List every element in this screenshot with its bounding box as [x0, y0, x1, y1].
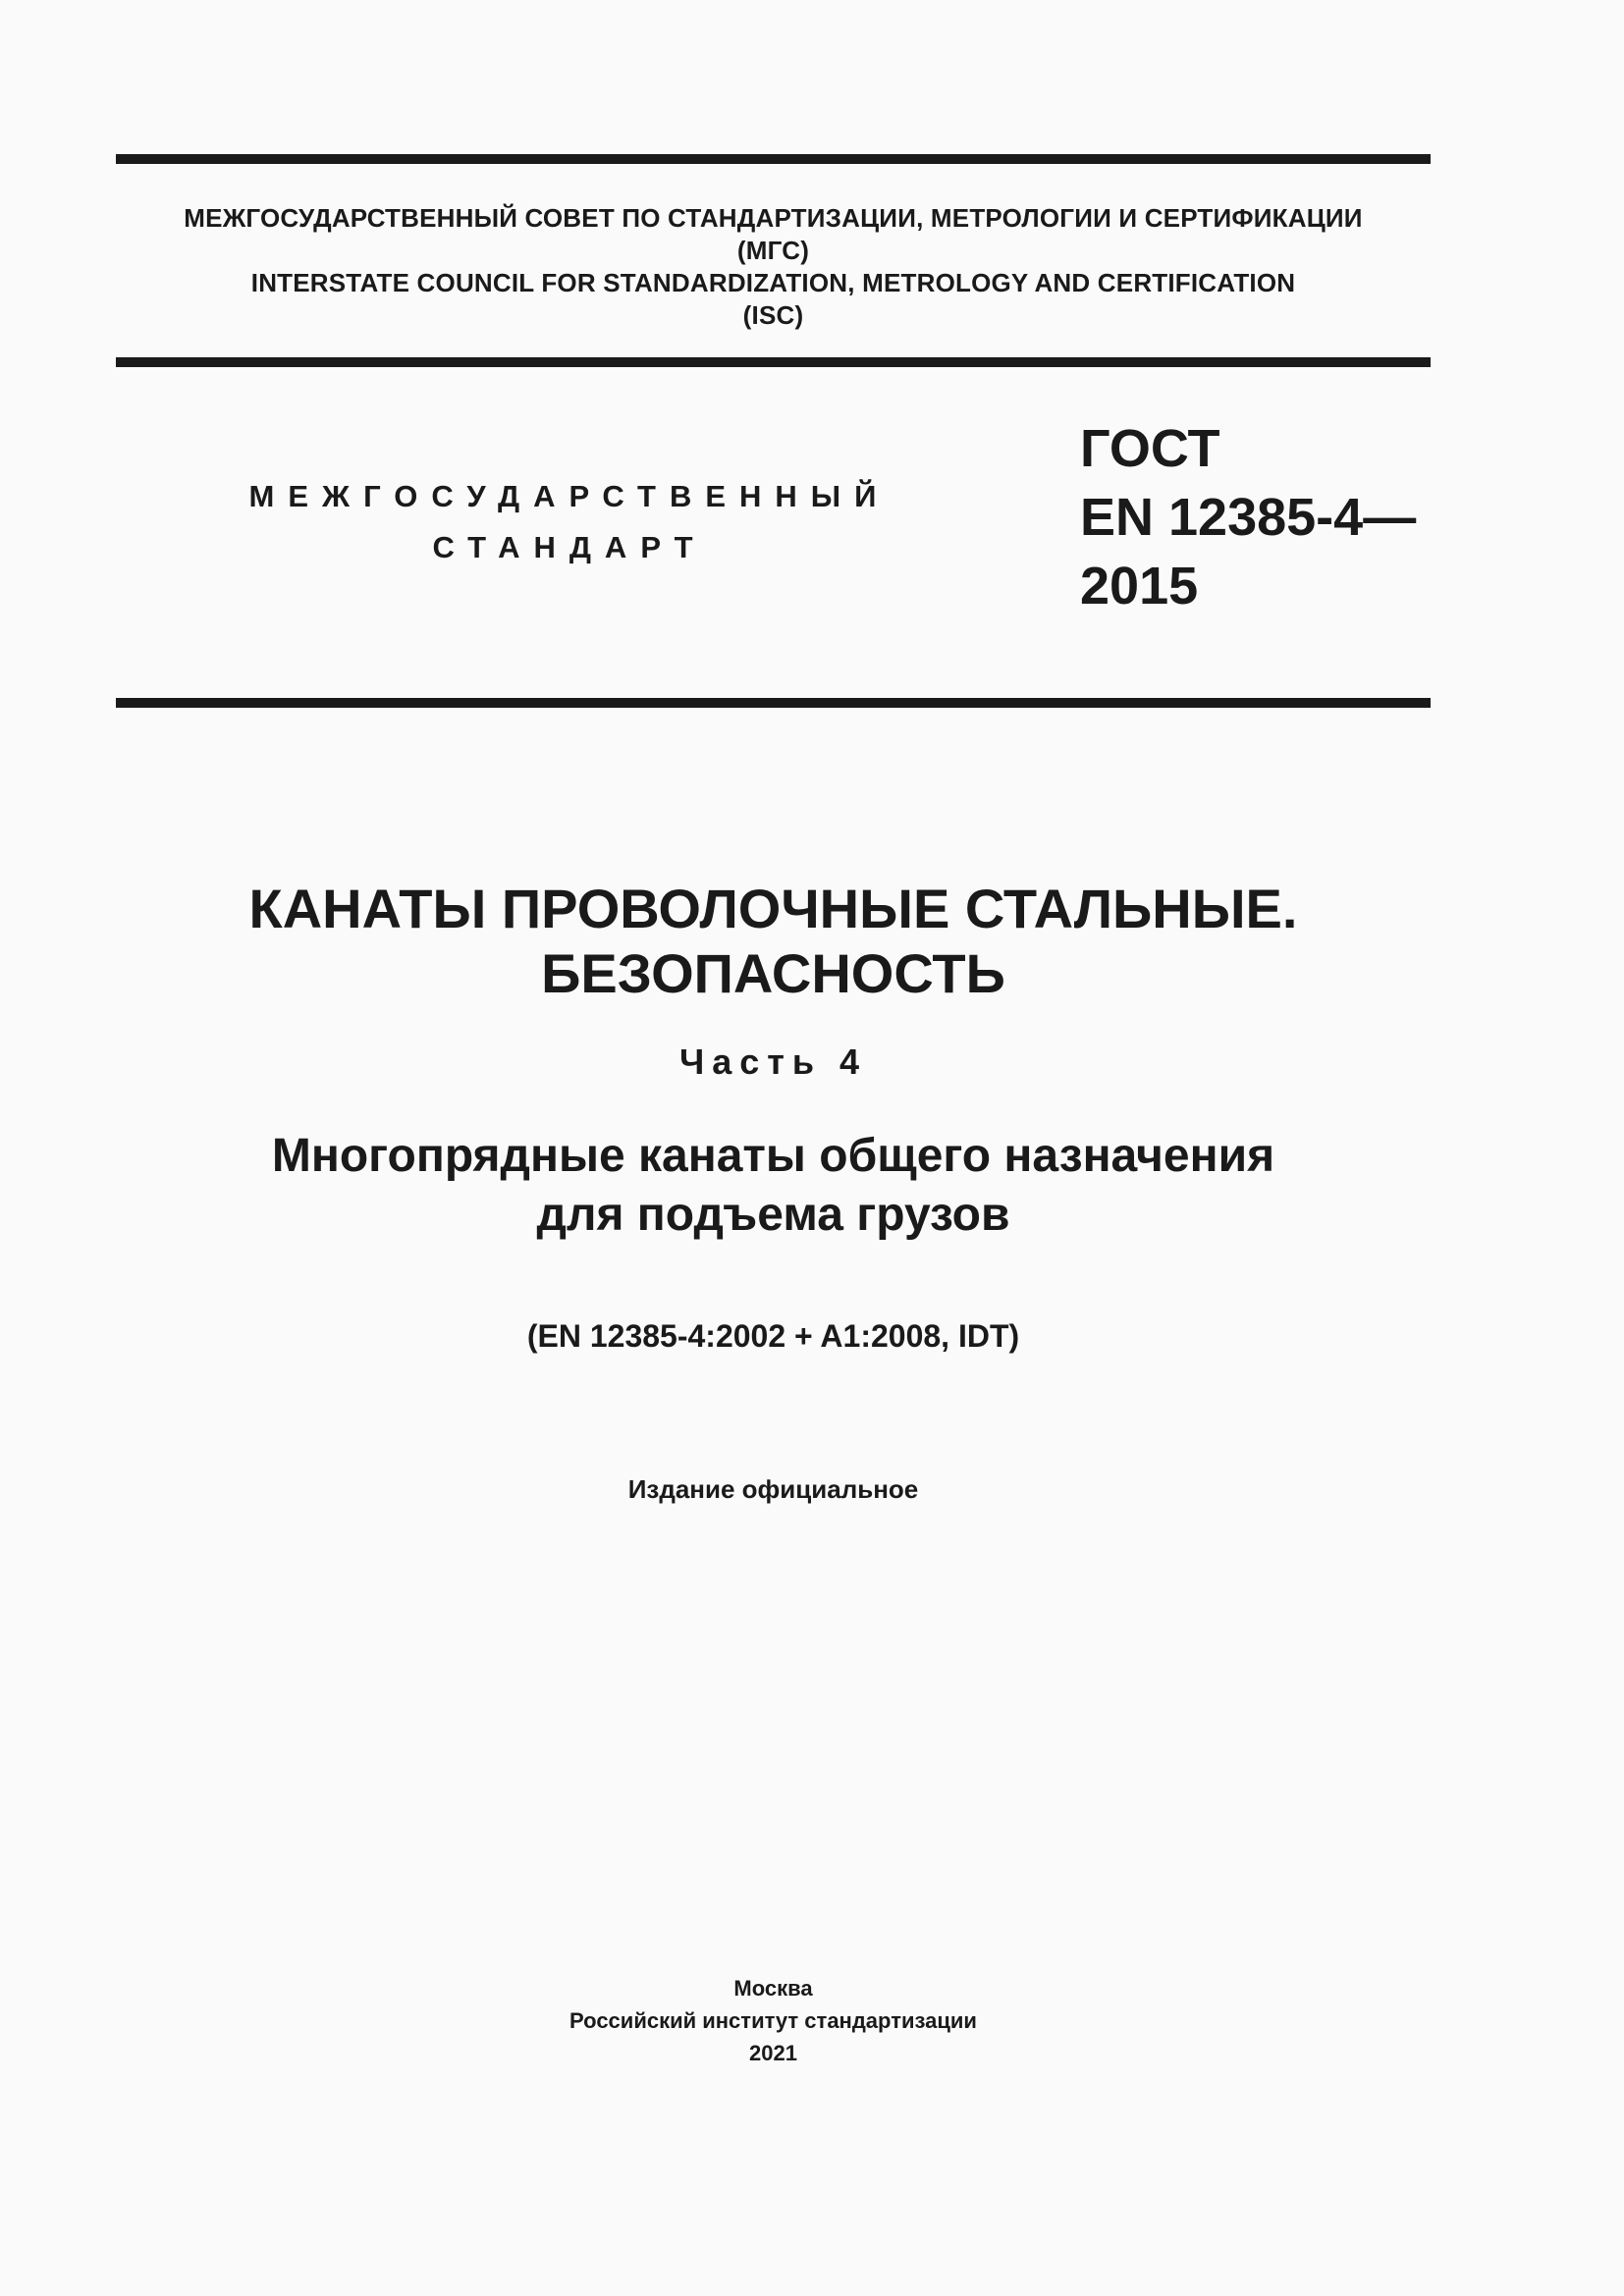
designation-line3: 2015 [1080, 557, 1199, 615]
standard-designation [1080, 414, 1416, 620]
document-title [116, 877, 1431, 1006]
imprint-year: 2021 [749, 2041, 797, 2065]
part-number: Часть 4 [678, 1041, 868, 1082]
council-ru-abbr: (МГС) [736, 236, 810, 265]
subtitle-line1: Многопрядные канаты общего назначения [271, 1130, 1275, 1182]
council-ru-name: МЕЖГОСУДАРСТВЕННЫЙ СОВЕТ ПО СТАНДАРТИЗАЦИИ, МЕТРОЛОГИИ И СЕРТИФИКАЦИИ [184, 203, 1363, 233]
standard-type-line2: СТАНДАРТ [432, 530, 707, 564]
title-line2: БЕЗОПАСНОСТЬ [541, 942, 1005, 1004]
title-line1: КАНАТЫ ПРОВОЛОЧНЫЕ СТАЛЬНЫЕ. [248, 878, 1298, 939]
standard-type-label [245, 471, 893, 573]
bottom-rule [116, 698, 1431, 708]
designation-line2: EN 12385-4— [1080, 488, 1417, 547]
designation-line1: ГОСТ [1080, 419, 1220, 478]
council-en-name: INTERSTATE COUNCIL FOR STANDARDIZATION, METROLOGY AND CERTIFICATION [250, 268, 1296, 297]
middle-rule [116, 357, 1431, 367]
document-subtitle [116, 1127, 1431, 1245]
council-header [116, 202, 1431, 332]
publisher-imprint [116, 1972, 1431, 2069]
edition-note: Издание официальное [627, 1474, 919, 1504]
top-rule [116, 154, 1431, 164]
subtitle-line2: для подъема грузов [536, 1189, 1010, 1241]
equivalence-reference: (EN 12385-4:2002 + A1:2008, IDT) [526, 1318, 1020, 1354]
council-en-abbr: (ISC) [742, 300, 804, 330]
imprint-city: Москва [733, 1976, 813, 2001]
standard-type-line1: МЕЖГОСУДАРСТВЕННЫЙ [248, 479, 891, 513]
imprint-publisher: Российский институт стандартизации [569, 2008, 977, 2033]
